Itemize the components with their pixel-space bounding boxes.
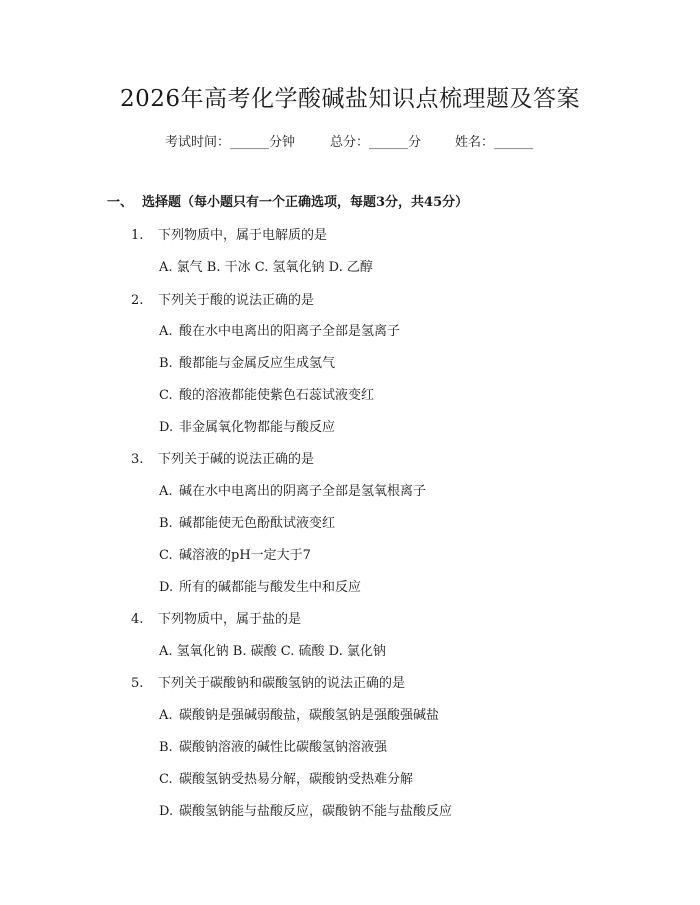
option-label: B. [159,516,173,531]
option-label: B. [159,356,173,371]
section-heading [107,191,468,210]
option-item [159,768,413,787]
question-4-options: A. 氢氧化钠 B. 碳酸 C. 硫酸 D. 氯化钠 [159,644,386,659]
option-item [159,704,439,723]
question-2 [131,289,314,308]
option-label: C. [159,388,173,403]
question-number: 5. [131,676,144,691]
option-text: 酸都能与金属反应生成氢气 [179,356,336,371]
question-stem: 下列关于碳酸钠和碳酸氢钠的说法正确的是 [158,676,406,691]
option-text: 非金属氧化物都能与酸反应 [179,420,336,435]
question-stem: 下列关于酸的说法正确的是 [158,293,315,308]
option-text: 碱溶液的pH一定大于7 [179,548,311,563]
exam-time-field: 考试时间：______分钟 [165,135,296,150]
option-label: D. [159,804,174,819]
option-item [159,576,361,595]
option-label: C. [159,548,173,563]
question-number: 2. [131,293,144,308]
option-item [159,384,374,403]
option-item [159,352,335,371]
question-1 [131,224,327,243]
question-number: 4. [131,612,144,627]
option-label: A. [159,484,173,499]
option-label: C. [159,772,173,787]
option-label: B. [159,740,173,755]
option-item [159,544,311,563]
option-text: 碳酸氢钠受热易分解，碳酸钠受热难分解 [179,772,414,787]
question-1-options: A. 氯气 B. 干冰 C. 氢氧化钠 D. 乙醇 [159,260,373,275]
question-number: 3. [131,452,144,467]
option-item [159,800,452,819]
question-stem: 下列物质中，属于电解质的是 [158,228,328,243]
option-label: A. [159,708,173,723]
option-text: 碳酸钠是强碱弱酸盐，碳酸氢钠是强酸强碱盐 [179,708,440,723]
total-score-field: 总分：______分 [330,135,422,150]
option-text: 酸的溶液都能使紫色石蕊试液变红 [179,388,375,403]
option-item [159,416,335,435]
option-item [159,480,426,499]
option-text: 碳酸氢钠能与盐酸反应，碳酸钠不能与盐酸反应 [179,804,453,819]
question-stem: 下列物质中，属于盐的是 [158,612,302,627]
option-text: 碳酸钠溶液的碱性比碳酸氢钠溶液强 [179,740,388,755]
option-text: 所有的碱都能与酸发生中和反应 [179,580,362,595]
question-stem: 下列关于碱的说法正确的是 [158,452,315,467]
question-number: 1. [131,228,144,243]
option-label: D. [159,420,174,435]
section-title: 选择题（每小题只有一个正确选项，每题3分，共45分） [142,195,469,210]
option-item [159,736,387,755]
question-3 [131,448,314,467]
name-field: 姓名：______ [455,135,534,150]
option-item [159,320,400,339]
section-number: 一、 [107,195,134,210]
option-label: A. [159,324,173,339]
question-4 [131,608,301,627]
option-text: 碱在水中电离出的阴离子全部是氢氧根离子 [179,484,427,499]
page-title: 2026年高考化学酸碱盐知识点梳理题及答案 [119,86,581,112]
option-label: D. [159,580,174,595]
question-5 [131,672,405,691]
option-item [159,512,335,531]
option-text: 酸在水中电离出的阳离子全部是氢离子 [179,324,401,339]
option-text: 碱都能使无色酚酞试液变红 [179,516,336,531]
